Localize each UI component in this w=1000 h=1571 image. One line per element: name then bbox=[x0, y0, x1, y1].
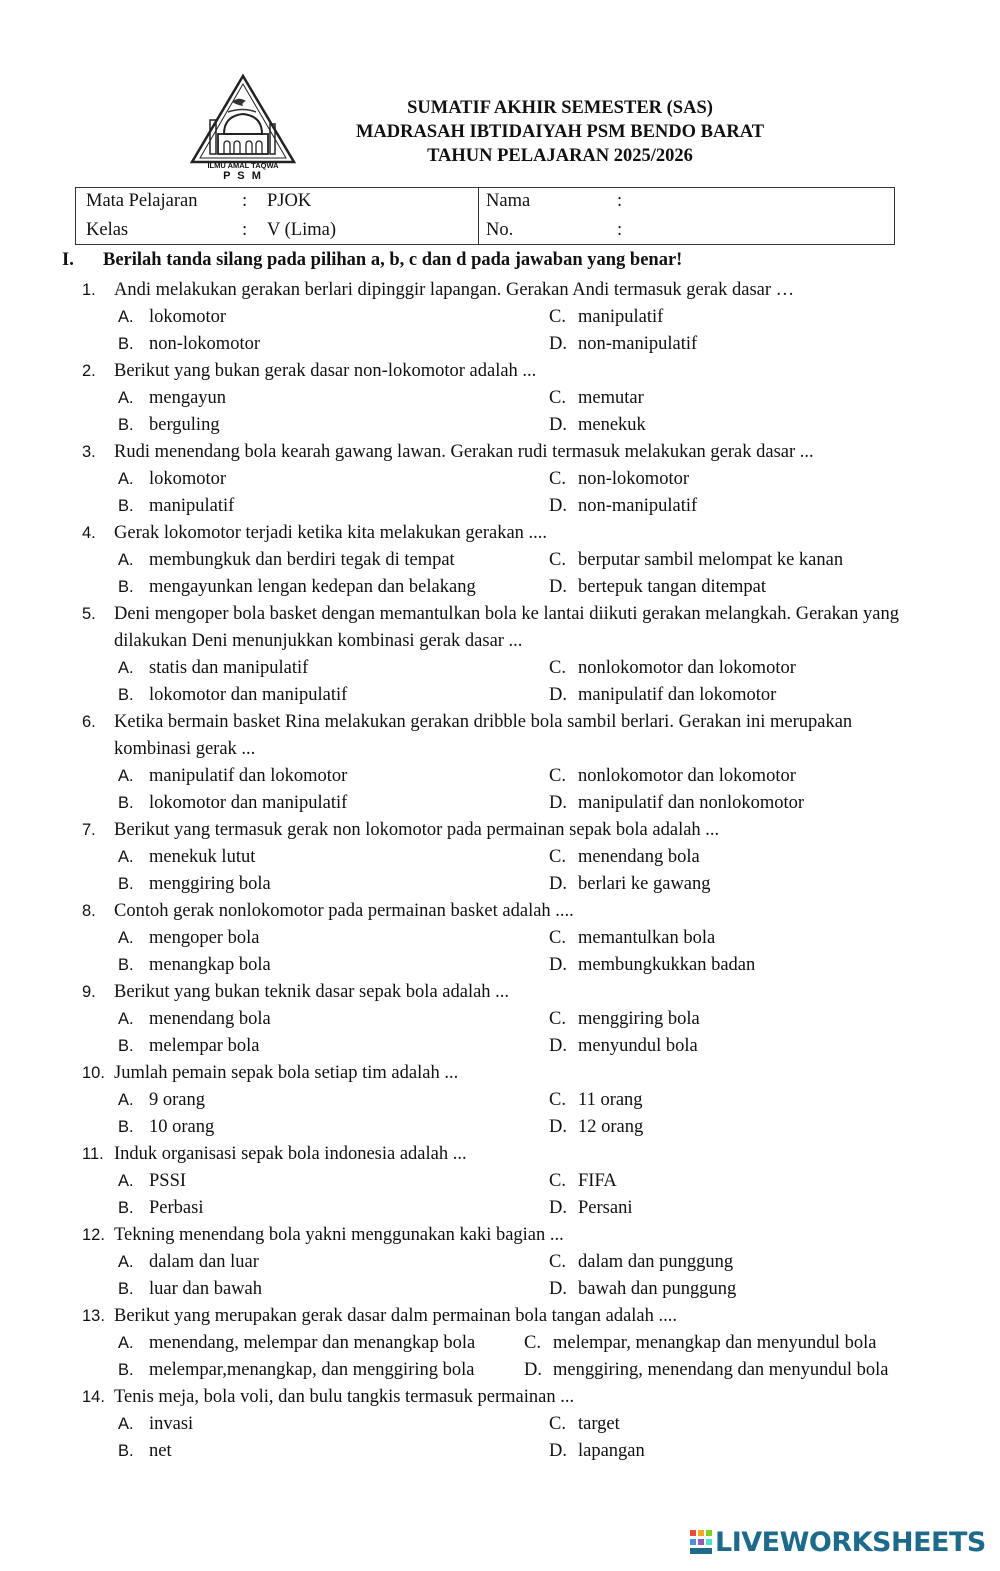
question-text: Andi melakukan gerakan berlari dipinggir lapangan. Gerakan Andi termasuk gerak dasar … bbox=[114, 280, 795, 300]
question-text: Berikut yang termasuk gerak non lokomotor pada permainan sepak bola adalah ... bbox=[114, 820, 720, 840]
option-text: manipulatif dan nonlokomotor bbox=[578, 793, 805, 813]
option-b-q12[interactable] bbox=[118, 1276, 262, 1303]
option-text: membungkukkan badan bbox=[578, 955, 756, 975]
option-text: bertepuk tangan ditempat bbox=[578, 577, 767, 597]
option-d-q11[interactable] bbox=[549, 1195, 632, 1222]
option-letter: A. bbox=[118, 767, 134, 785]
question-number: 4. bbox=[82, 524, 96, 542]
option-letter: D. bbox=[549, 685, 567, 705]
option-text: bawah dan punggung bbox=[578, 1279, 737, 1299]
option-letter: A. bbox=[118, 470, 134, 488]
option-letter: A. bbox=[118, 659, 134, 677]
option-b-q9[interactable] bbox=[118, 1033, 259, 1060]
option-text: Perbasi bbox=[149, 1198, 204, 1218]
option-letter: C. bbox=[549, 388, 566, 408]
option-a-q12[interactable] bbox=[118, 1249, 259, 1276]
name-label: Nama bbox=[486, 191, 531, 211]
option-text: menggiring bola bbox=[578, 1009, 700, 1029]
option-letter: A. bbox=[118, 1091, 134, 1109]
option-letter: B. bbox=[118, 1442, 134, 1460]
question-number: 6. bbox=[82, 713, 96, 731]
option-text: menekuk bbox=[578, 415, 646, 435]
option-letter: C. bbox=[549, 1414, 566, 1434]
option-c-q13[interactable] bbox=[524, 1330, 876, 1357]
header-school: MADRASAH IBTIDAIYAH PSM BENDO BARAT bbox=[355, 122, 765, 142]
class-value: V (Lima) bbox=[267, 220, 337, 240]
option-letter: C. bbox=[549, 847, 566, 867]
liveworksheets-brand bbox=[690, 1527, 986, 1557]
option-c-q6[interactable] bbox=[549, 763, 796, 790]
option-letter: D. bbox=[549, 1279, 567, 1299]
option-d-q7[interactable] bbox=[549, 871, 711, 898]
option-text: PSSI bbox=[149, 1171, 187, 1191]
option-b-q3[interactable] bbox=[118, 493, 234, 520]
option-c-q1[interactable] bbox=[549, 304, 663, 331]
subject-colon: : bbox=[242, 191, 248, 211]
option-letter: D. bbox=[549, 334, 567, 354]
question-text: Jumlah pemain sepak bola setiap tim adalah ... bbox=[114, 1063, 459, 1083]
option-b-q11[interactable] bbox=[118, 1195, 203, 1222]
name-field[interactable]: : bbox=[617, 191, 623, 211]
question-text: Induk organisasi sepak bola indonesia adalah ... bbox=[114, 1144, 467, 1164]
option-text: statis dan manipulatif bbox=[149, 658, 309, 678]
option-text: dalam dan luar bbox=[149, 1252, 259, 1272]
option-text: menekuk lutut bbox=[149, 847, 256, 867]
option-text: mengoper bola bbox=[149, 928, 260, 948]
option-letter: A. bbox=[118, 1253, 134, 1271]
option-letter: D. bbox=[549, 955, 567, 975]
option-letter: B. bbox=[118, 875, 134, 893]
question-text: Tekning menendang bola yakni menggunakan kaki bagian ... bbox=[114, 1225, 564, 1245]
option-text: luar dan bawah bbox=[149, 1279, 263, 1299]
option-b-q10[interactable] bbox=[118, 1114, 214, 1141]
option-letter: B. bbox=[118, 1118, 134, 1136]
option-letter: B. bbox=[118, 794, 134, 812]
no-label: No. bbox=[486, 220, 514, 240]
header-title: SUMATIF AKHIR SEMESTER (SAS) bbox=[407, 98, 713, 118]
option-text: lokomotor dan manipulatif bbox=[149, 793, 348, 813]
option-letter: A. bbox=[118, 929, 134, 947]
question-text: Berikut yang bukan gerak dasar non-lokomotor adalah ... bbox=[114, 361, 537, 381]
option-text: net bbox=[149, 1441, 172, 1461]
option-letter: D. bbox=[549, 1117, 567, 1137]
option-letter: B. bbox=[118, 1199, 134, 1217]
option-d-q13[interactable] bbox=[524, 1357, 889, 1384]
option-letter: D. bbox=[549, 1441, 567, 1461]
question-number: 13. bbox=[82, 1307, 105, 1325]
option-letter: C. bbox=[549, 1009, 566, 1029]
option-letter: D. bbox=[524, 1360, 542, 1380]
option-text: mengayun bbox=[149, 388, 227, 408]
option-d-q10[interactable] bbox=[549, 1114, 643, 1141]
option-letter: C. bbox=[549, 307, 566, 327]
option-letter: C. bbox=[549, 1252, 566, 1272]
question-number: 3. bbox=[82, 443, 96, 461]
option-text: menggiring bola bbox=[149, 874, 271, 894]
question-number: 8. bbox=[82, 902, 96, 920]
option-letter: C. bbox=[549, 1090, 566, 1110]
option-text: memantulkan bola bbox=[578, 928, 716, 948]
option-text: nonlokomotor dan lokomotor bbox=[578, 658, 796, 678]
option-text: non-manipulatif bbox=[578, 334, 698, 354]
option-a-q2[interactable] bbox=[118, 385, 226, 412]
question-number: 1. bbox=[82, 281, 96, 299]
question-text: Rudi menendang bola kearah gawang lawan. Gerakan rudi termasuk melakukan gerak dasar ... bbox=[114, 442, 814, 462]
option-letter: D. bbox=[549, 577, 567, 597]
option-d-q12[interactable] bbox=[549, 1276, 736, 1303]
option-c-q5[interactable] bbox=[549, 655, 796, 682]
option-text: non-lokomotor bbox=[578, 469, 689, 489]
class-label: Kelas bbox=[86, 220, 129, 240]
option-text: 12 orang bbox=[578, 1117, 644, 1137]
option-text: dalam dan punggung bbox=[578, 1252, 734, 1272]
question-text: Ketika bermain basket Rina melakukan gerakan dribble bola sambil berlari. Gerakan ini merupakan kombinasi gerak ... bbox=[114, 712, 853, 759]
option-text: berguling bbox=[149, 415, 220, 435]
option-text: target bbox=[578, 1414, 620, 1434]
option-letter: B. bbox=[118, 1361, 134, 1379]
class-colon: : bbox=[242, 220, 248, 240]
option-d-q3[interactable] bbox=[549, 493, 697, 520]
option-text: menggiring, menendang dan menyundul bola bbox=[553, 1360, 889, 1380]
question-number: 12. bbox=[82, 1226, 105, 1244]
option-d-q14[interactable] bbox=[549, 1438, 645, 1465]
option-letter: A. bbox=[118, 1334, 134, 1352]
option-text: menangkap bola bbox=[149, 955, 271, 975]
option-text: FIFA bbox=[578, 1171, 617, 1191]
option-letter: D. bbox=[549, 1198, 567, 1218]
option-letter: A. bbox=[118, 308, 134, 326]
option-c-q3[interactable] bbox=[549, 466, 689, 493]
option-letter: D. bbox=[549, 1036, 567, 1056]
question-number: 2. bbox=[82, 362, 96, 380]
header-year: TAHUN PELAJARAN 2025/2026 bbox=[427, 146, 693, 166]
option-text: 11 orang bbox=[578, 1090, 643, 1110]
option-letter: C. bbox=[549, 766, 566, 786]
question-text: Gerak lokomotor terjadi ketika kita melakukan gerakan .... bbox=[114, 523, 548, 543]
subject-value: PJOK bbox=[267, 191, 312, 211]
question-number: 11. bbox=[82, 1145, 104, 1163]
option-a-q10[interactable] bbox=[118, 1087, 205, 1114]
brand-text: LIVEWORKSHEETS bbox=[715, 1527, 986, 1558]
option-letter: A. bbox=[118, 551, 134, 569]
option-a-q14[interactable] bbox=[118, 1411, 193, 1438]
question-number: 10. bbox=[82, 1064, 105, 1082]
option-c-q10[interactable] bbox=[549, 1087, 643, 1114]
option-letter: D. bbox=[549, 496, 567, 516]
option-letter: A. bbox=[118, 1415, 134, 1433]
option-b-q1[interactable] bbox=[118, 331, 260, 358]
exam-header bbox=[300, 96, 820, 168]
option-b-q4[interactable] bbox=[118, 574, 476, 601]
option-d-q8[interactable] bbox=[549, 952, 755, 979]
option-text: 10 orang bbox=[149, 1117, 215, 1137]
option-letter: B. bbox=[118, 497, 134, 515]
option-a-q7[interactable] bbox=[118, 844, 255, 871]
school-logo bbox=[188, 72, 298, 184]
option-letter: C. bbox=[549, 469, 566, 489]
student-info-table bbox=[75, 187, 895, 245]
option-text: invasi bbox=[149, 1414, 194, 1434]
option-text: nonlokomotor dan lokomotor bbox=[578, 766, 796, 786]
option-c-q14[interactable] bbox=[549, 1411, 620, 1438]
question-text: Berikut yang merupakan gerak dasar dalm permainan bola tangan adalah .... bbox=[114, 1306, 678, 1326]
question-text: Tenis meja, bola voli, dan bulu tangkis termasuk permainan ... bbox=[114, 1387, 575, 1407]
option-text: memutar bbox=[578, 388, 644, 408]
option-letter: D. bbox=[549, 415, 567, 435]
option-letter: B. bbox=[118, 578, 134, 596]
option-d-q6[interactable] bbox=[549, 790, 804, 817]
option-letter: C. bbox=[549, 1171, 566, 1191]
option-text: non-manipulatif bbox=[578, 496, 698, 516]
question-text: Contoh gerak nonlokomotor pada permainan basket adalah .... bbox=[114, 901, 574, 921]
instruction bbox=[62, 250, 682, 271]
option-b-q14[interactable] bbox=[118, 1438, 172, 1465]
option-d-q4[interactable] bbox=[549, 574, 766, 601]
option-b-q8[interactable] bbox=[118, 952, 271, 979]
table-divider bbox=[478, 188, 479, 244]
option-text: manipulatif bbox=[578, 307, 664, 327]
option-text: manipulatif dan lokomotor bbox=[578, 685, 777, 705]
option-a-q8[interactable] bbox=[118, 925, 259, 952]
option-letter: A. bbox=[118, 1010, 134, 1028]
option-d-q5[interactable] bbox=[549, 682, 776, 709]
option-text: berlari ke gawang bbox=[578, 874, 711, 894]
question-number: 7. bbox=[82, 821, 96, 839]
option-b-q2[interactable] bbox=[118, 412, 220, 439]
option-letter: C. bbox=[549, 550, 566, 570]
option-b-q6[interactable] bbox=[118, 790, 347, 817]
logo-motto: ILMU AMAL TAQWA bbox=[207, 161, 279, 170]
option-text: manipulatif dan lokomotor bbox=[149, 766, 348, 786]
option-c-q4[interactable] bbox=[549, 547, 843, 574]
question-number: 9. bbox=[82, 983, 96, 1001]
option-text: melempar, menangkap dan menyundul bola bbox=[553, 1333, 877, 1353]
option-a-q4[interactable] bbox=[118, 547, 455, 574]
question-number: 5. bbox=[82, 605, 96, 623]
option-b-q13[interactable] bbox=[118, 1357, 474, 1384]
option-a-q1[interactable] bbox=[118, 304, 226, 331]
option-letter: C. bbox=[549, 658, 566, 678]
option-c-q2[interactable] bbox=[549, 385, 644, 412]
option-text: menendang bola bbox=[578, 847, 700, 867]
option-letter: B. bbox=[118, 1280, 134, 1298]
logo-letters: P S M bbox=[223, 170, 263, 182]
option-a-q5[interactable] bbox=[118, 655, 308, 682]
option-c-q11[interactable] bbox=[549, 1168, 617, 1195]
option-text: 9 orang bbox=[149, 1090, 205, 1110]
option-text: Persani bbox=[578, 1198, 633, 1218]
subject-label: Mata Pelajaran bbox=[86, 191, 198, 211]
option-text: lokomotor dan manipulatif bbox=[149, 685, 348, 705]
option-letter: C. bbox=[549, 928, 566, 948]
option-c-q12[interactable] bbox=[549, 1249, 733, 1276]
option-b-q7[interactable] bbox=[118, 871, 271, 898]
option-b-q5[interactable] bbox=[118, 682, 347, 709]
option-d-q2[interactable] bbox=[549, 412, 646, 439]
option-text: berputar sambil melompat ke kanan bbox=[578, 550, 844, 570]
option-text: melempar,menangkap, dan menggiring bola bbox=[149, 1360, 475, 1380]
option-text: mengayunkan lengan kedepan dan belakang bbox=[149, 577, 476, 597]
section-number: I. bbox=[62, 250, 74, 270]
option-text: membungkuk dan berdiri tegak di tempat bbox=[149, 550, 455, 570]
option-letter: A. bbox=[118, 389, 134, 407]
option-letter: B. bbox=[118, 956, 134, 974]
option-a-q13[interactable] bbox=[118, 1330, 475, 1357]
option-c-q7[interactable] bbox=[549, 844, 700, 871]
option-letter: D. bbox=[549, 874, 567, 894]
option-letter: B. bbox=[118, 416, 134, 434]
option-c-q9[interactable] bbox=[549, 1006, 700, 1033]
option-text: lokomotor bbox=[149, 469, 227, 489]
option-letter: A. bbox=[118, 1172, 134, 1190]
option-text: manipulatif bbox=[149, 496, 235, 516]
option-text: menendang bola bbox=[149, 1009, 271, 1029]
option-text: lokomotor bbox=[149, 307, 227, 327]
instruction-text: Berilah tanda silang pada pilihan a, b, c dan d pada jawaban yang benar! bbox=[103, 250, 683, 270]
option-text: lapangan bbox=[578, 1441, 645, 1461]
option-text: menendang, melempar dan menangkap bola bbox=[149, 1333, 476, 1353]
option-c-q8[interactable] bbox=[549, 925, 715, 952]
question-text: Deni mengoper bola basket dengan memantulkan bola ke lantai diikuti gerakan melangkah. Gerakan yang dilakukan Deni menunjukkan kombinasi gerak dasar ... bbox=[114, 604, 899, 651]
question-number: 14. bbox=[82, 1388, 105, 1406]
option-letter: A. bbox=[118, 848, 134, 866]
option-d-q1[interactable] bbox=[549, 331, 697, 358]
liveworksheets-logo-icon bbox=[690, 1530, 712, 1561]
option-text: melempar bola bbox=[149, 1036, 260, 1056]
option-a-q9[interactable] bbox=[118, 1006, 271, 1033]
question-text: Berikut yang bukan teknik dasar sepak bola adalah ... bbox=[114, 982, 510, 1002]
option-a-q3[interactable] bbox=[118, 466, 226, 493]
option-d-q9[interactable] bbox=[549, 1033, 698, 1060]
option-letter: B. bbox=[118, 335, 134, 353]
option-letter: B. bbox=[118, 686, 134, 704]
option-letter: D. bbox=[549, 793, 567, 813]
option-letter: C. bbox=[524, 1333, 541, 1353]
option-letter: B. bbox=[118, 1037, 134, 1055]
option-text: menyundul bola bbox=[578, 1036, 698, 1056]
option-a-q11[interactable] bbox=[118, 1168, 186, 1195]
option-a-q6[interactable] bbox=[118, 763, 347, 790]
no-field[interactable]: : bbox=[617, 220, 623, 240]
option-text: non-lokomotor bbox=[149, 334, 260, 354]
